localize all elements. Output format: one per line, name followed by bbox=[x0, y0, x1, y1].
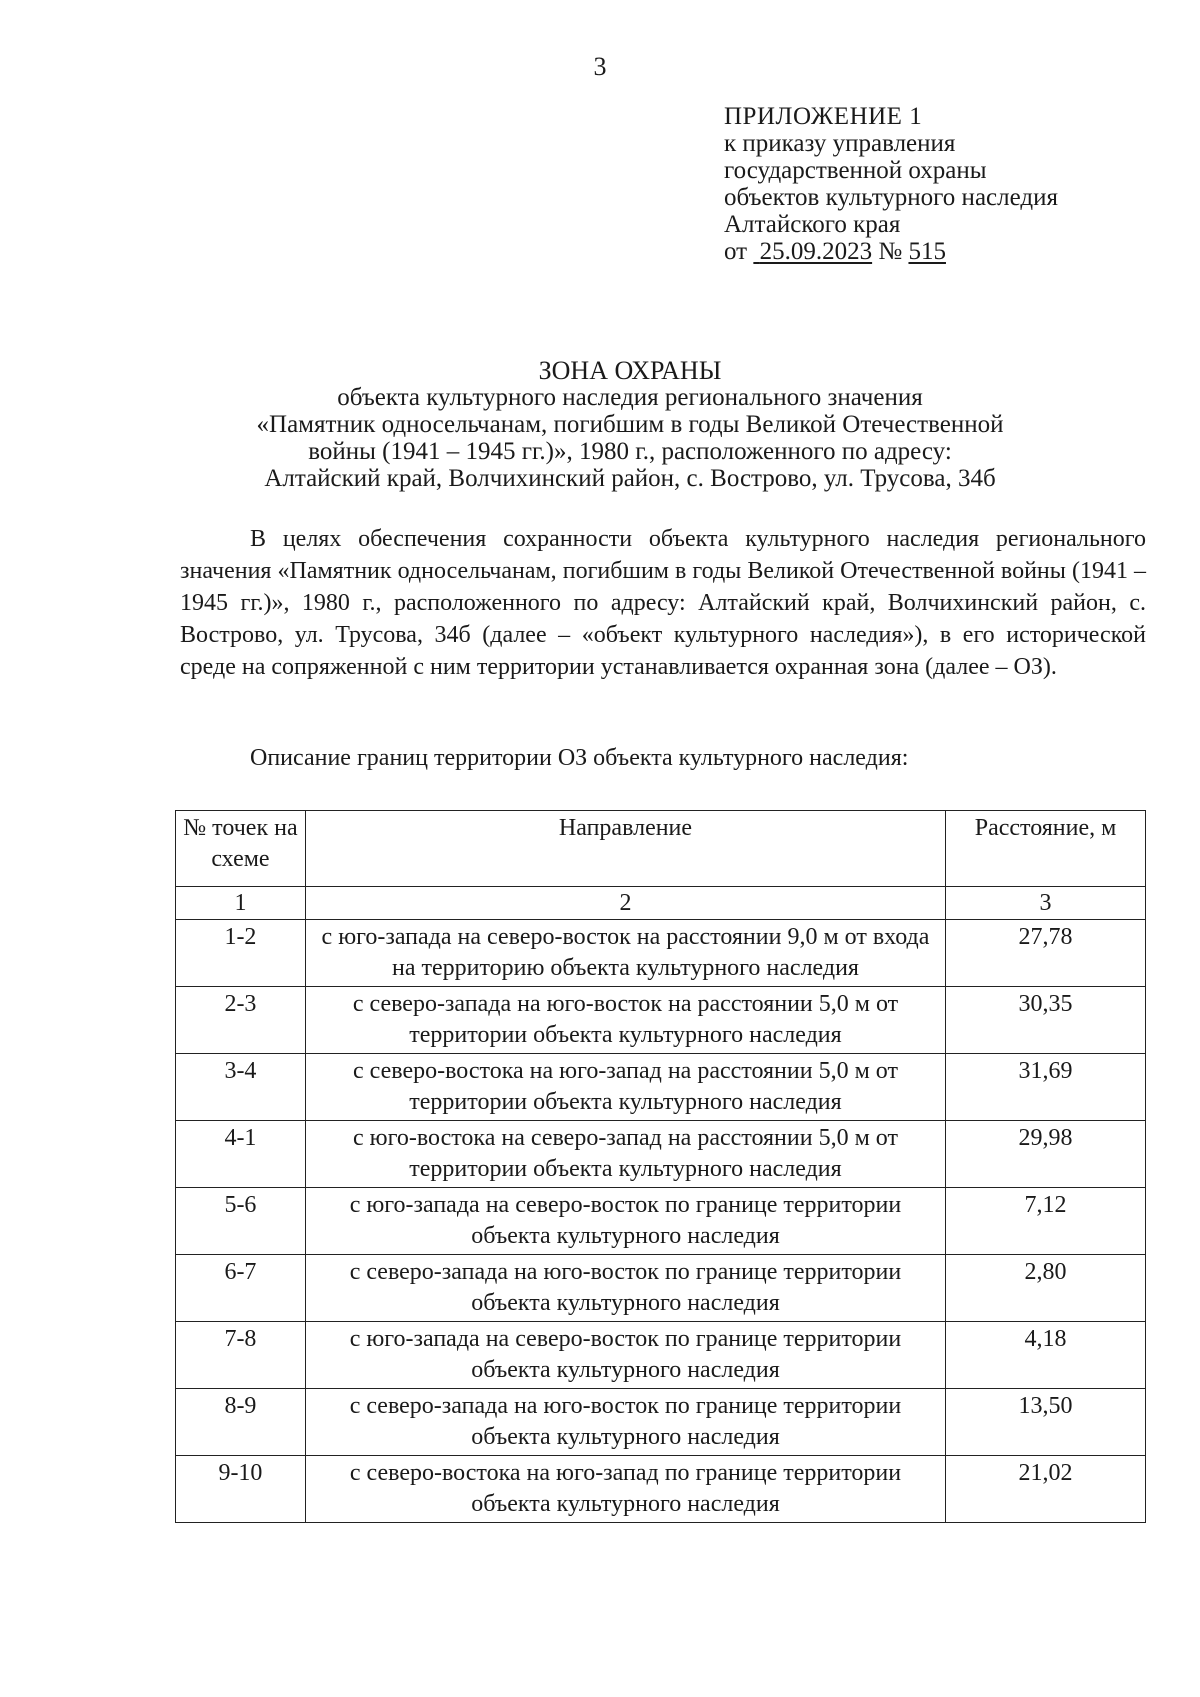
cell-direction: с северо-востока на юго-запад по границе территории объекта культурного наследия bbox=[305, 1456, 945, 1523]
cell-direction: с юго-запада на северо-восток на расстоянии 9,0 м от входа на территорию объекта культурного наследия bbox=[305, 920, 945, 987]
cell-direction: с северо-запада на юго-восток по границе территории объекта культурного наследия bbox=[305, 1389, 945, 1456]
cell-points: 5-6 bbox=[176, 1188, 306, 1255]
table-row bbox=[176, 987, 1146, 1054]
cell-points: 8-9 bbox=[176, 1389, 306, 1456]
cell-points: 6-7 bbox=[176, 1255, 306, 1322]
table-row bbox=[176, 1389, 1146, 1456]
cell-distance: 29,98 bbox=[946, 1121, 1146, 1188]
cell-distance: 7,12 bbox=[946, 1188, 1146, 1255]
appendix-block bbox=[724, 103, 1058, 265]
zone-subtitle-line: объекта культурного наследия регионального значения bbox=[337, 384, 923, 411]
date-prefix: от bbox=[724, 238, 748, 265]
cell-points: 9-10 bbox=[176, 1456, 306, 1523]
table-caption: Описание границ территории ОЗ объекта культурного наследия: bbox=[250, 745, 909, 771]
cell-distance: 21,02 bbox=[946, 1456, 1146, 1523]
table-row bbox=[176, 920, 1146, 987]
zone-header bbox=[175, 357, 1085, 492]
table-header-row bbox=[176, 811, 1146, 887]
cell-direction: с юго-запада на северо-восток по границе территории объекта культурного наследия bbox=[305, 1322, 945, 1389]
cell-direction: с юго-запада на северо-восток по границе территории объекта культурного наследия bbox=[305, 1188, 945, 1255]
cell-direction: с северо-запада на юго-восток на расстоянии 5,0 м от территории объекта культурного наследия bbox=[305, 987, 945, 1054]
cell-points: 2-3 bbox=[176, 987, 306, 1054]
column-number: 3 bbox=[946, 887, 1146, 920]
cell-distance: 27,78 bbox=[946, 920, 1146, 987]
cell-distance: 31,69 bbox=[946, 1054, 1146, 1121]
cell-distance: 30,35 bbox=[946, 987, 1146, 1054]
zone-subtitle-line: Алтайский край, Волчихинский район, с. Вострово, ул. Трусова, 34б bbox=[264, 465, 996, 492]
header-direction: Направление bbox=[305, 811, 945, 887]
table-row bbox=[176, 1054, 1146, 1121]
appendix-line: объектов культурного наследия bbox=[724, 184, 1058, 211]
cell-points: 1-2 bbox=[176, 920, 306, 987]
zone-title: ЗОНА ОХРАНЫ bbox=[538, 356, 722, 385]
page-number: 3 bbox=[593, 52, 607, 81]
zone-subtitle-line: «Памятник односельчанам, погибшим в годы Великой Отечественной bbox=[256, 411, 1004, 438]
cell-distance: 2,80 bbox=[946, 1255, 1146, 1322]
appendix-date-line bbox=[724, 238, 1058, 265]
table-row bbox=[176, 1322, 1146, 1389]
cell-points: 4-1 bbox=[176, 1121, 306, 1188]
table-row bbox=[176, 1456, 1146, 1523]
boundary-table bbox=[175, 810, 1146, 1523]
cell-direction: с юго-востока на северо-запад на расстоянии 5,0 м от территории объекта культурного наследия bbox=[305, 1121, 945, 1188]
column-number: 2 bbox=[305, 887, 945, 920]
table-row bbox=[176, 1188, 1146, 1255]
header-distance: Расстояние, м bbox=[946, 811, 1146, 887]
cell-points: 7-8 bbox=[176, 1322, 306, 1389]
appendix-line: Алтайского края bbox=[724, 211, 901, 238]
number-prefix: № bbox=[878, 238, 903, 265]
appendix-line: к приказу управления bbox=[724, 130, 956, 157]
order-number: 515 bbox=[908, 238, 946, 265]
table-row bbox=[176, 1255, 1146, 1322]
body-paragraph: В целях обеспечения сохранности объекта культурного наследия регионального значения «Памятник односельчанам, погибшим в годы Великой Отечественной войны (1941 – 1945 гг.)», 1980 г., расположенного по адресу: Алтайский край, Волчихинский район, с. Вострово, ул. Трусова, 34б (далее – «объект культурного наследия»), в его исторической среде на сопряженной с ним территории устанавливается охранная зона (далее – ОЗ). bbox=[180, 526, 1146, 680]
zone-subtitle-line: войны (1941 – 1945 гг.)», 1980 г., расположенного по адресу: bbox=[308, 438, 952, 465]
cell-points: 3-4 bbox=[176, 1054, 306, 1121]
table-row bbox=[176, 1121, 1146, 1188]
cell-distance: 4,18 bbox=[946, 1322, 1146, 1389]
cell-distance: 13,50 bbox=[946, 1389, 1146, 1456]
cell-direction: с северо-востока на юго-запад на расстоянии 5,0 м от территории объекта культурного наследия bbox=[305, 1054, 945, 1121]
appendix-title: ПРИЛОЖЕНИЕ 1 bbox=[724, 103, 923, 130]
cell-direction: с северо-запада на юго-восток по границе территории объекта культурного наследия bbox=[305, 1255, 945, 1322]
column-number: 1 bbox=[176, 887, 306, 920]
appendix-line: государственной охраны bbox=[724, 157, 987, 184]
header-points: № точек на схеме bbox=[176, 811, 306, 887]
order-date: 25.09.2023 bbox=[759, 238, 873, 265]
table-column-numbers-row bbox=[176, 887, 1146, 920]
